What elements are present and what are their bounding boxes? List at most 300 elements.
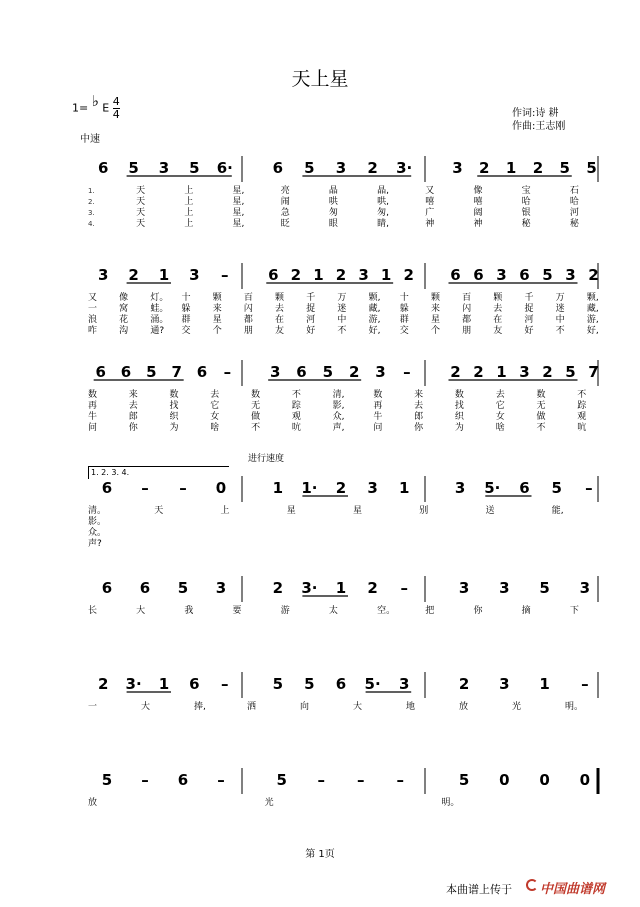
note: 6 bbox=[97, 159, 109, 177]
lyric-word: 来 bbox=[414, 390, 424, 400]
lyric-word: 问 bbox=[88, 423, 98, 433]
lyric-word: 众, bbox=[332, 412, 345, 422]
lyric-word: 友 bbox=[493, 326, 503, 336]
lyric-word: 牛 bbox=[88, 412, 98, 422]
lyric-word: 捉 bbox=[524, 304, 534, 314]
note: – bbox=[585, 479, 593, 497]
lyric-word: 上 bbox=[184, 186, 194, 196]
note: 5 bbox=[551, 479, 562, 497]
note: 3 bbox=[519, 363, 530, 381]
lyric-word: 捉 bbox=[306, 304, 316, 314]
note: 3 bbox=[499, 675, 510, 693]
lyric-word: 数 bbox=[373, 390, 383, 400]
lyric-word: 上 bbox=[220, 506, 230, 516]
lyric-word: 哈 bbox=[569, 197, 579, 207]
lyric-word: 向 bbox=[300, 702, 310, 712]
lyric-word: 织 bbox=[454, 412, 464, 422]
note: 6· bbox=[216, 159, 233, 177]
note: 2 bbox=[272, 579, 284, 597]
lyric-word: 河 bbox=[306, 315, 316, 325]
note: – bbox=[357, 771, 365, 789]
lyric-word: 哈 bbox=[521, 197, 531, 207]
site-logo-icon bbox=[526, 879, 538, 891]
note: 2 bbox=[479, 159, 490, 177]
lyric-word: 做 bbox=[251, 412, 261, 422]
lyric-word: 再 bbox=[88, 401, 98, 411]
lyric-word: 啥 bbox=[495, 423, 505, 433]
note: – bbox=[221, 675, 229, 693]
verse-line bbox=[0, 390, 640, 401]
lyric-word: 游 bbox=[280, 606, 290, 616]
verse-number: 2. bbox=[88, 198, 95, 206]
score-system bbox=[0, 570, 640, 660]
note: – bbox=[217, 771, 225, 789]
note: 3 bbox=[458, 579, 470, 597]
note: 2 bbox=[532, 159, 544, 177]
note: 3 bbox=[499, 579, 510, 597]
notation-row bbox=[0, 570, 640, 606]
lyric-word: 藏, bbox=[586, 304, 599, 314]
lyric-word: 星, bbox=[232, 219, 245, 229]
note: 6 bbox=[450, 266, 461, 284]
lyric-word: 个 bbox=[430, 326, 440, 336]
lyric-word: 为 bbox=[454, 423, 464, 433]
lyric-word: 不 bbox=[577, 390, 587, 400]
note: 5 bbox=[304, 675, 315, 693]
key-prefix: 1= bbox=[72, 101, 89, 115]
lyrics-block bbox=[0, 186, 640, 238]
note: 3 bbox=[269, 363, 281, 381]
lyric-word: 朋 bbox=[243, 326, 253, 336]
verse-line bbox=[0, 197, 640, 208]
verse-line bbox=[0, 401, 640, 412]
lyric-word: 吭 bbox=[577, 423, 587, 433]
note: 6 bbox=[139, 579, 151, 597]
lyric-word: 你 bbox=[128, 423, 138, 433]
lyric-word: 放 bbox=[459, 702, 469, 712]
lyric-word: 牛 bbox=[373, 412, 383, 422]
note: 2 bbox=[128, 266, 139, 284]
lyric-word: 群 bbox=[181, 315, 191, 325]
lyric-word: 去 bbox=[210, 390, 220, 400]
lyric-word: 数 bbox=[251, 390, 261, 400]
lyrics-block bbox=[0, 293, 640, 345]
verse-line bbox=[0, 304, 640, 315]
lyric-word: 捧, bbox=[194, 702, 206, 712]
note: 5 bbox=[189, 159, 200, 177]
lyric-word: 千 bbox=[306, 293, 316, 303]
lyric-word: 清。 bbox=[88, 506, 107, 516]
note: 0 bbox=[579, 771, 591, 789]
lyric-word: 星, bbox=[232, 197, 245, 207]
note: – bbox=[223, 363, 232, 381]
note: 0 bbox=[499, 771, 510, 789]
note: – bbox=[141, 771, 149, 789]
lyric-word: 光 bbox=[264, 798, 274, 808]
verse-line bbox=[0, 702, 640, 713]
note: 2 bbox=[97, 675, 109, 693]
lyric-word: 咋 bbox=[88, 326, 98, 336]
lyric-word: 嘻 bbox=[473, 197, 483, 207]
note: 6 bbox=[101, 479, 113, 497]
lyric-word: 踪 bbox=[291, 401, 301, 411]
lyric-word: 星, bbox=[232, 208, 245, 218]
note: – bbox=[581, 675, 589, 693]
lyric-word: 郎 bbox=[128, 412, 138, 422]
lyric-word: 匆 bbox=[328, 208, 338, 218]
lyric-word: 神 bbox=[473, 219, 483, 229]
lyric-word: 星, bbox=[232, 186, 245, 196]
lyric-word: 好, bbox=[368, 326, 381, 336]
note: 6 bbox=[196, 363, 208, 381]
score-system bbox=[0, 257, 640, 347]
lyric-word: 来 bbox=[430, 304, 440, 314]
lyric-word: 影, bbox=[332, 401, 345, 411]
lyric-word: 颗 bbox=[275, 293, 285, 303]
lyric-word: 颗, bbox=[586, 293, 599, 303]
lyric-word: 天 bbox=[136, 219, 146, 229]
note: – bbox=[403, 363, 411, 381]
lyric-word: 闪 bbox=[462, 304, 472, 314]
key-signature bbox=[72, 91, 120, 121]
lyric-word: 沟 bbox=[119, 326, 129, 336]
verse-line bbox=[0, 517, 640, 528]
lyric-word: 又 bbox=[425, 186, 435, 196]
lyric-word: 匆, bbox=[377, 208, 389, 218]
lyric-word: 大 bbox=[141, 702, 151, 712]
lyric-word: 再 bbox=[373, 401, 383, 411]
note: 3 bbox=[565, 266, 576, 284]
note: 5· bbox=[484, 479, 501, 497]
note: 2 bbox=[458, 675, 470, 693]
lyric-word: 大 bbox=[353, 702, 363, 712]
lyric-word: 群 bbox=[399, 315, 409, 325]
note: – bbox=[396, 771, 404, 789]
lyric-word: 数 bbox=[169, 390, 179, 400]
time-bottom: 4 bbox=[112, 108, 120, 121]
note: – bbox=[221, 266, 229, 284]
lyric-word: 游, bbox=[586, 315, 599, 325]
note: 2 bbox=[348, 363, 360, 381]
lyric-word: 它 bbox=[495, 401, 505, 411]
note: – bbox=[400, 579, 408, 597]
lyric-word: 灯。 bbox=[150, 293, 169, 303]
note: 3 bbox=[398, 675, 410, 693]
verse-number: 1. bbox=[88, 187, 95, 195]
score-system bbox=[0, 354, 640, 444]
lyric-word: 星 bbox=[430, 315, 440, 325]
lyric-word: 嘻 bbox=[425, 197, 435, 207]
lyric-word: 蛙。 bbox=[150, 304, 169, 314]
lyric-word: 眨 bbox=[280, 219, 290, 229]
lyric-word: 秘 bbox=[521, 219, 531, 229]
song-title: 天上星 bbox=[291, 68, 349, 90]
verse-line bbox=[0, 219, 640, 230]
lyric-word: 又 bbox=[88, 293, 98, 303]
note: 5 bbox=[146, 363, 157, 381]
notation-row bbox=[0, 354, 640, 390]
note: 2 bbox=[335, 266, 347, 284]
lyric-word: 游, bbox=[368, 315, 381, 325]
note: 1 bbox=[380, 266, 392, 284]
lyric-word: 个 bbox=[212, 326, 222, 336]
note: 2 bbox=[450, 363, 461, 381]
composer-credit: 作曲:王志刚 bbox=[512, 121, 566, 132]
site-logo: 中国曲谱网 bbox=[540, 882, 606, 897]
lyric-word: 织 bbox=[169, 412, 179, 422]
lyric-word: 躲 bbox=[181, 304, 191, 314]
lyric-word: 能, bbox=[551, 506, 564, 516]
lyrics-block bbox=[0, 390, 640, 442]
note: 1 bbox=[158, 675, 170, 693]
verse-number: 4. bbox=[88, 220, 95, 228]
lyric-word: 它 bbox=[210, 401, 220, 411]
lyrics-block bbox=[0, 798, 640, 850]
note: 1 bbox=[398, 479, 410, 497]
lyric-word: 十 bbox=[181, 293, 191, 303]
lyric-word: 不 bbox=[291, 390, 301, 400]
lyric-word: 像 bbox=[473, 186, 483, 196]
lyric-word: 颗 bbox=[212, 293, 222, 303]
note: 0 bbox=[215, 479, 227, 497]
note: 5 bbox=[272, 675, 284, 693]
lyric-word: 百 bbox=[462, 293, 472, 303]
note: 1 bbox=[272, 479, 284, 497]
lyric-word: 为 bbox=[169, 423, 179, 433]
note: 5 bbox=[304, 159, 315, 177]
lyric-word: 无 bbox=[536, 401, 546, 411]
note: – bbox=[179, 479, 187, 497]
notation-row bbox=[0, 150, 640, 186]
lyric-word: 广 bbox=[425, 208, 435, 218]
note: 5 bbox=[542, 266, 553, 284]
lyric-word: 观 bbox=[577, 412, 587, 422]
lyric-word: 去 bbox=[493, 304, 503, 314]
lyric-word: 天 bbox=[154, 506, 164, 516]
lyric-word: 太 bbox=[328, 606, 338, 616]
lyric-word: 清, bbox=[332, 390, 345, 400]
note: 0 bbox=[539, 771, 550, 789]
note: 6 bbox=[272, 159, 284, 177]
lyric-word: 不 bbox=[555, 326, 565, 336]
lyric-word: 声? bbox=[88, 539, 102, 549]
note: 3 bbox=[579, 579, 591, 597]
lyric-word: 闹 bbox=[280, 197, 290, 207]
lyric-word: 郎 bbox=[414, 412, 424, 422]
note: 3 bbox=[215, 579, 227, 597]
lyric-word: 中 bbox=[337, 315, 347, 325]
verse-line bbox=[0, 506, 640, 517]
lyric-word: 像 bbox=[119, 293, 129, 303]
verse-line bbox=[0, 208, 640, 219]
lyric-word: 放 bbox=[88, 798, 98, 808]
notation-row bbox=[0, 666, 640, 702]
lyric-word: 影。 bbox=[88, 517, 107, 527]
verse-line bbox=[0, 539, 640, 550]
note: 3 bbox=[496, 266, 507, 284]
lyric-word: 空。 bbox=[377, 606, 396, 616]
lyric-word: 无 bbox=[251, 401, 261, 411]
lyric-word: 急 bbox=[280, 208, 290, 218]
flat-icon: ♭ bbox=[91, 91, 99, 110]
note: 1 bbox=[539, 675, 550, 693]
lyric-word: 星 bbox=[286, 506, 296, 516]
lyric-word: 上 bbox=[184, 219, 194, 229]
lyric-word: 哄 bbox=[328, 197, 338, 207]
lyric-word: 找 bbox=[454, 401, 464, 411]
lyric-word: 众。 bbox=[88, 528, 107, 538]
lyric-word: 找 bbox=[169, 401, 179, 411]
note: 2 bbox=[367, 579, 378, 597]
note: 6 bbox=[95, 363, 106, 381]
note: 2 bbox=[473, 363, 484, 381]
note: 5 bbox=[276, 771, 287, 789]
lyric-word: 神 bbox=[425, 219, 435, 229]
key-letter: E bbox=[102, 101, 110, 115]
note: 5 bbox=[322, 363, 334, 381]
notation-row bbox=[0, 470, 640, 506]
lyric-word: 问 bbox=[373, 423, 383, 433]
note: – bbox=[141, 479, 149, 497]
note: 3 bbox=[375, 363, 386, 381]
lyric-word: 在 bbox=[275, 315, 285, 325]
lyric-word: 河 bbox=[569, 208, 579, 218]
lyric-word: 一 bbox=[88, 702, 98, 712]
note: 3 bbox=[97, 266, 109, 284]
lyrics-block bbox=[0, 606, 640, 658]
note: 3 bbox=[158, 159, 170, 177]
lyric-word: 万 bbox=[337, 293, 347, 303]
note: 3 bbox=[367, 479, 378, 497]
lyric-word: 迷 bbox=[555, 304, 565, 314]
lyric-word: 踪 bbox=[577, 401, 587, 411]
lyric-word: 秘 bbox=[569, 219, 579, 229]
note: 6 bbox=[519, 266, 530, 284]
lyric-word: 都 bbox=[243, 315, 253, 325]
note: 6 bbox=[268, 266, 279, 284]
lyric-word: 光 bbox=[512, 702, 522, 712]
note: 2 bbox=[290, 266, 302, 284]
note: 2 bbox=[588, 266, 599, 284]
note: 7 bbox=[171, 363, 182, 381]
note: 3 bbox=[189, 266, 200, 284]
lyric-word: 去 bbox=[495, 390, 505, 400]
time-signature bbox=[113, 96, 120, 121]
verse-line bbox=[0, 606, 640, 617]
lyric-word: 大 bbox=[136, 606, 146, 616]
lyric-word: 吭 bbox=[291, 423, 301, 433]
lyric-word: 花 bbox=[119, 315, 129, 325]
lyric-word: 啥 bbox=[210, 423, 220, 433]
lyric-word: 颗 bbox=[430, 293, 440, 303]
lyric-word: 晶 bbox=[328, 186, 338, 196]
lyric-word: 都 bbox=[462, 315, 472, 325]
lyric-word: 亮 bbox=[280, 186, 290, 196]
lyric-word: 观 bbox=[291, 412, 301, 422]
lyric-word: 洒 bbox=[247, 702, 257, 712]
note: 6 bbox=[519, 479, 530, 497]
verse-line bbox=[0, 293, 640, 304]
lyric-word: 天 bbox=[136, 197, 146, 207]
lyric-word: 来 bbox=[128, 390, 138, 400]
verse-line bbox=[0, 798, 640, 809]
tempo-marking: 中速 bbox=[80, 134, 100, 145]
lyric-word: 来 bbox=[212, 304, 222, 314]
lyric-word: 浪 bbox=[88, 315, 98, 325]
lyric-word: 明。 bbox=[441, 798, 460, 808]
lyric-word: 别 bbox=[419, 506, 429, 516]
note: 5 bbox=[458, 771, 470, 789]
lyric-word: 涌。 bbox=[150, 315, 169, 325]
verse-line bbox=[0, 326, 640, 337]
note: 5 bbox=[101, 771, 113, 789]
verse-number: 3. bbox=[88, 209, 95, 217]
lyric-word: 去 bbox=[128, 401, 138, 411]
note: 6 bbox=[101, 579, 113, 597]
lyric-word: 阔 bbox=[473, 208, 483, 218]
lyric-word: 哄, bbox=[377, 197, 389, 207]
lyricist-credit: 作词:诗 耕 bbox=[512, 108, 559, 119]
lyric-word: 你 bbox=[473, 606, 483, 616]
lyric-word: 下 bbox=[569, 606, 579, 616]
lyric-word: 晶, bbox=[377, 186, 389, 196]
lyric-word: 去 bbox=[414, 401, 424, 411]
lyric-word: 女 bbox=[495, 412, 505, 422]
note: 5 bbox=[177, 579, 189, 597]
note: 1 bbox=[505, 159, 517, 177]
note: 5· bbox=[364, 675, 381, 693]
lyric-word: 银 bbox=[521, 208, 531, 218]
lyric-word: 你 bbox=[414, 423, 424, 433]
lyric-word: 明。 bbox=[565, 702, 584, 712]
note: 3 bbox=[452, 159, 463, 177]
lyric-word: 去 bbox=[275, 304, 285, 314]
note: 1 bbox=[158, 266, 170, 284]
verse-line bbox=[0, 186, 640, 197]
lyrics-block bbox=[0, 506, 640, 558]
note: – bbox=[317, 771, 325, 789]
note: 3 bbox=[335, 159, 347, 177]
verse-line bbox=[0, 528, 640, 539]
lyric-word: 友 bbox=[275, 326, 285, 336]
note: 1· bbox=[301, 479, 318, 497]
note: 3 bbox=[454, 479, 466, 497]
lyric-word: 数 bbox=[536, 390, 546, 400]
lyric-word: 河 bbox=[524, 315, 534, 325]
note: 2 bbox=[367, 159, 378, 177]
note: 3· bbox=[125, 675, 142, 693]
score-system bbox=[0, 470, 640, 560]
note: 5 bbox=[539, 579, 550, 597]
lyric-word: 万 bbox=[555, 293, 565, 303]
note: 7 bbox=[588, 363, 599, 381]
notation-row bbox=[0, 257, 640, 293]
lyric-word: 窝 bbox=[119, 304, 129, 314]
lyric-word: 把 bbox=[425, 606, 435, 616]
volta-label: 1. 2. 3. 4. bbox=[91, 468, 130, 477]
lyric-word: 十 bbox=[399, 293, 409, 303]
lyric-word: 好 bbox=[524, 326, 534, 336]
lyric-word: 藏, bbox=[368, 304, 381, 314]
note: 5 bbox=[586, 159, 597, 177]
score-system bbox=[0, 666, 640, 756]
note: 6 bbox=[189, 675, 200, 693]
notation-row bbox=[0, 762, 640, 798]
lyric-word: 地 bbox=[406, 702, 416, 712]
note: 5 bbox=[128, 159, 139, 177]
note: 3 bbox=[358, 266, 369, 284]
lyric-word: 交 bbox=[181, 326, 191, 336]
